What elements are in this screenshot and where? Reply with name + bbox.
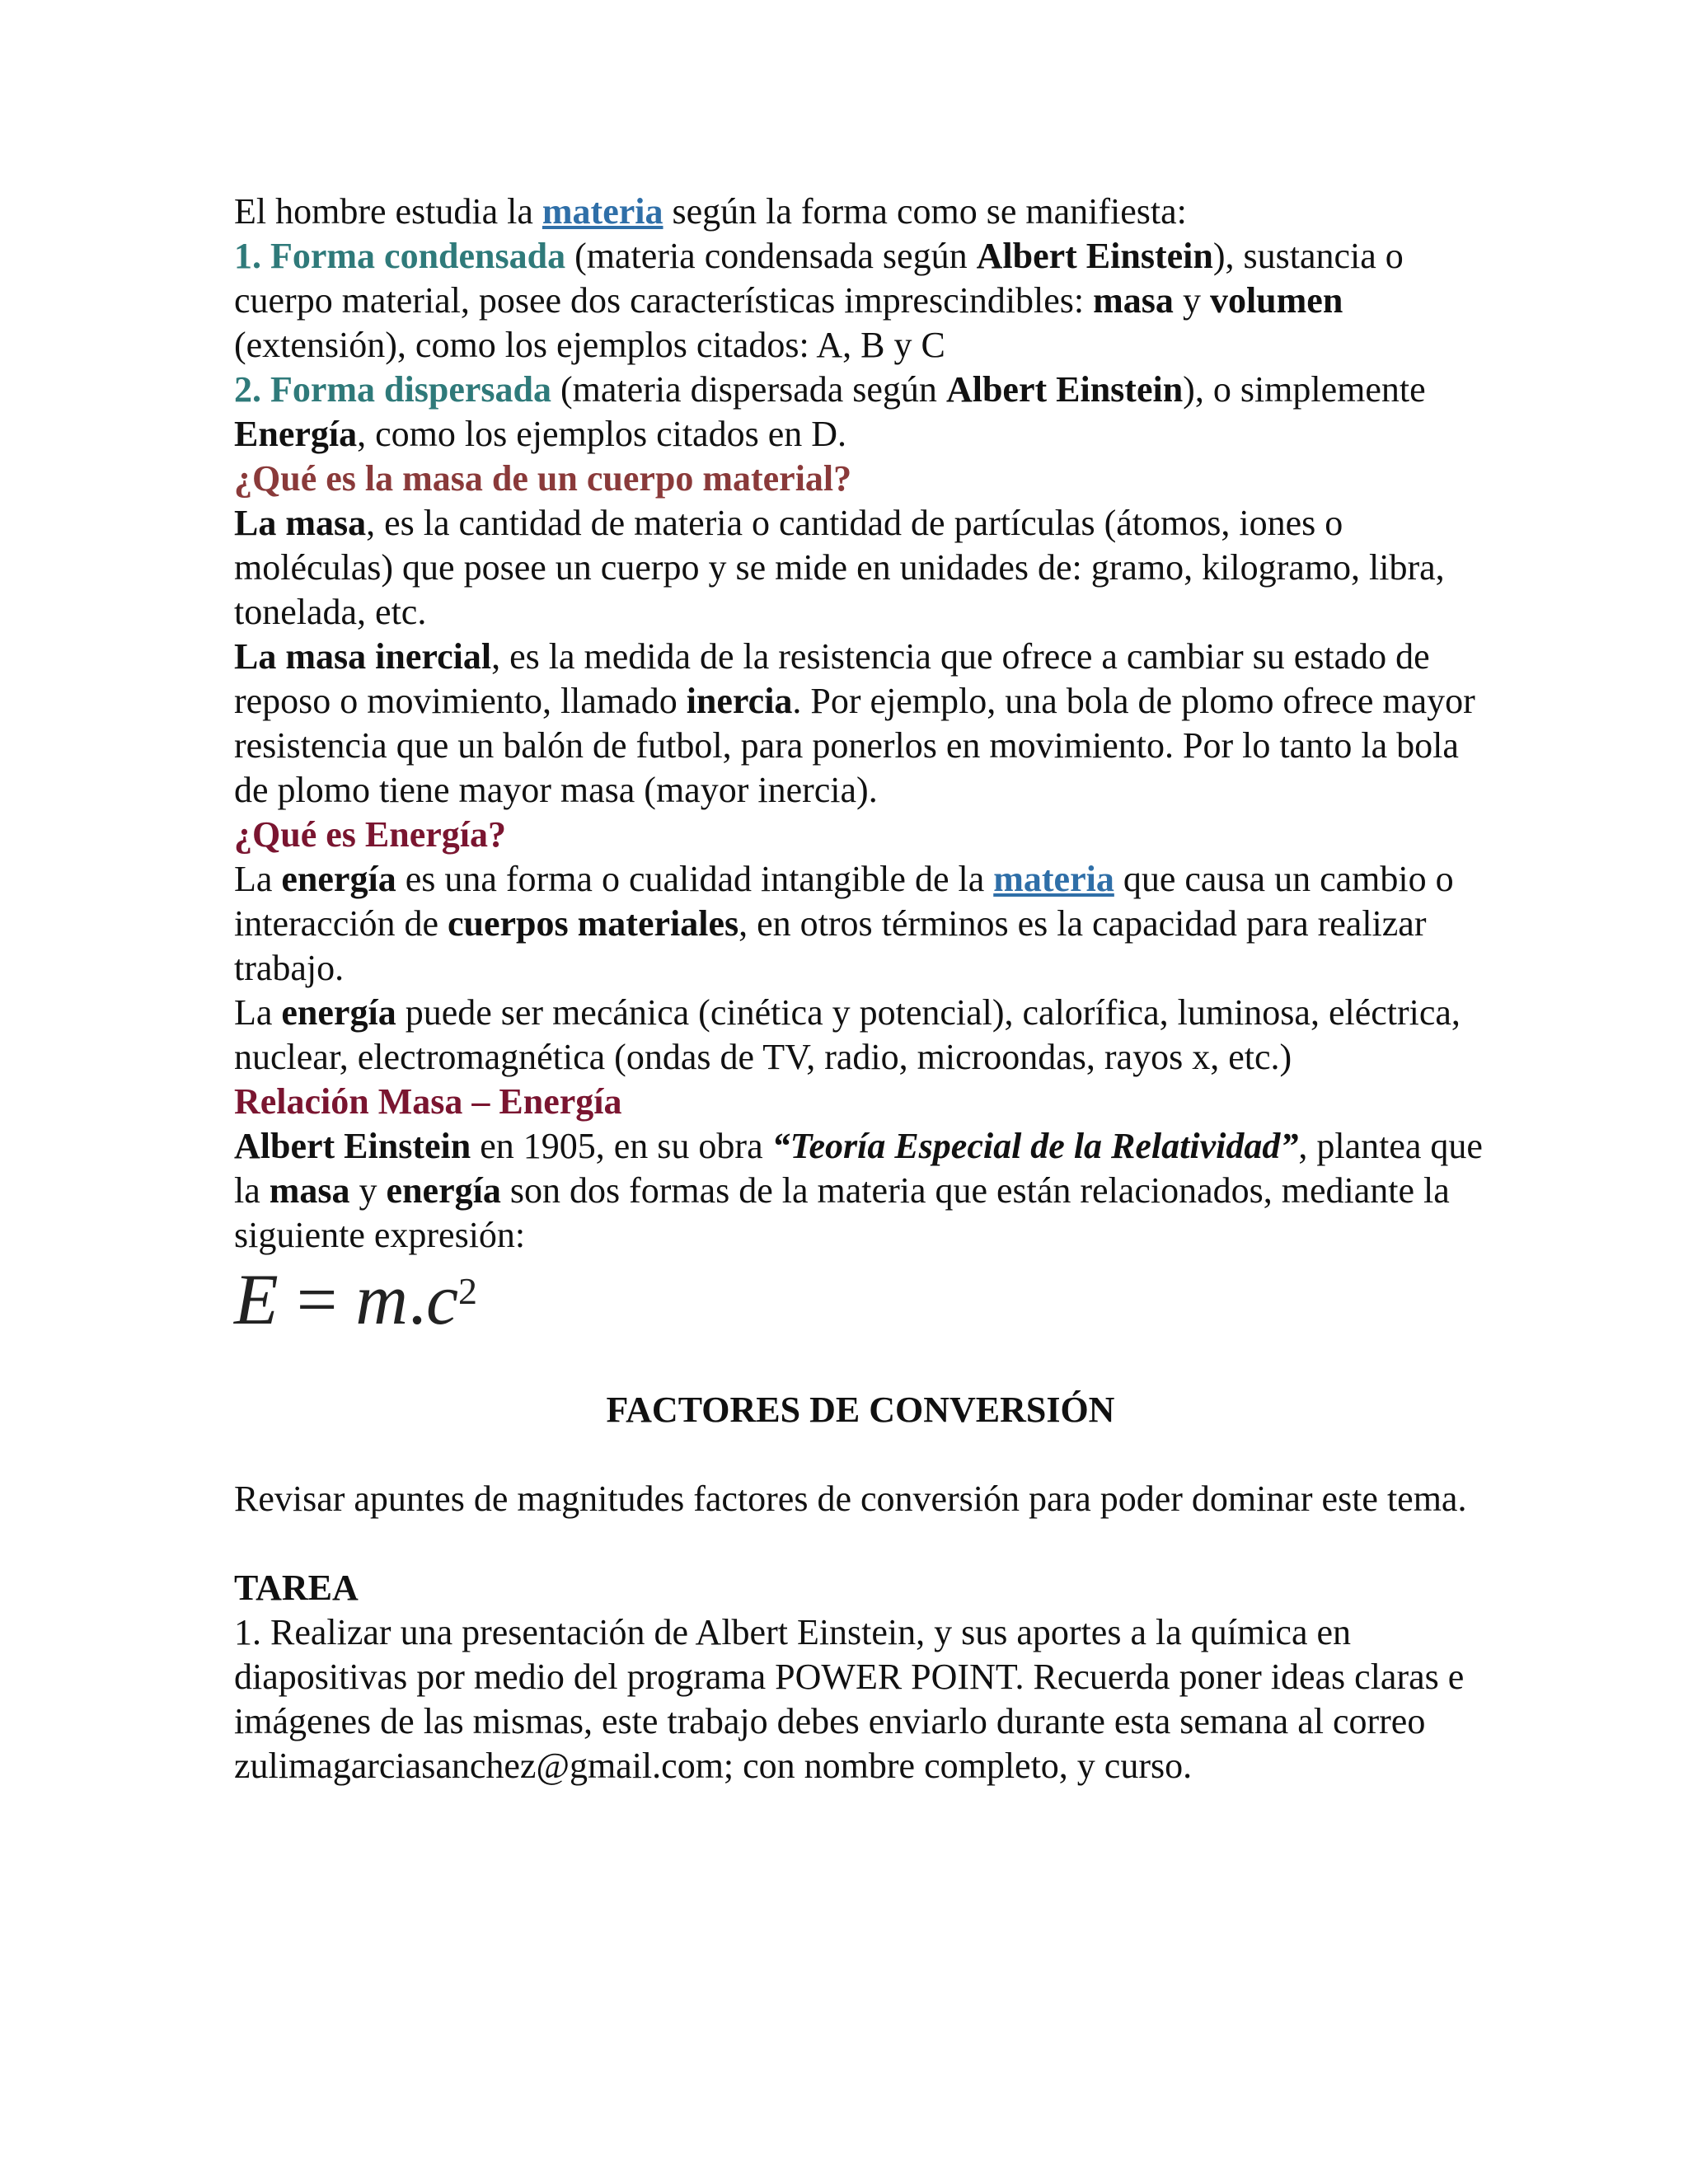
masa-def-term: La masa <box>234 503 367 543</box>
conjunction: y <box>1173 280 1210 321</box>
materia-link-2[interactable]: materia <box>993 859 1114 899</box>
forma-dispersada-heading: 2. Forma dispersada <box>234 369 551 410</box>
formula-m: m <box>355 1260 408 1340</box>
masa-inercial-text-2: . Por ejemplo, una bola de plomo ofrece mayor resistencia que un balón de futbol, para ponerlos en movimiento. Por lo tanto la bola de plomo tiene mayor masa (mayor inercia). <box>234 681 1475 810</box>
energia-tipos-text-2: puede ser mecánica (cinética y potencial), calorífica, luminosa, eléctrica, nuclear, electromagnética (ondas de TV, radio, microondas, rayos x, etc.) <box>234 992 1461 1077</box>
masa-def-text: , es la cantidad de materia o cantidad de partículas (átomos, iones o moléculas) que posee un cuerpo y se mide en unidades de: gramo, kilogramo, libra, tonelada, etc. <box>234 503 1445 632</box>
intro-paragraph <box>234 190 1487 234</box>
forma-condensada-paragraph <box>234 234 1487 368</box>
document-body <box>234 190 1487 1788</box>
relacion-text: en 1905, en su obra <box>471 1126 772 1166</box>
masa-inercial-definition <box>234 635 1487 813</box>
relacion-paragraph <box>234 1124 1487 1258</box>
masa-inercial-text: , es la medida de la resistencia que ofrece a cambiar su estado de reposo o movimiento, llamado <box>234 636 1430 721</box>
forma-condensada-heading: 1. Forma condensada <box>234 236 566 276</box>
forma-condensada-text-3: (extensión), como los ejemplos citados: A, B y C <box>234 325 945 365</box>
spacer <box>234 1521 1487 1566</box>
masa-term: masa <box>269 1170 350 1211</box>
energia-def-text-2: es una forma o cualidad intangible de la <box>396 859 994 899</box>
energia-definition <box>234 857 1487 991</box>
conjunction: y <box>349 1170 387 1211</box>
tarea-title: TAREA <box>234 1568 359 1608</box>
cuerpos-materiales-term: cuerpos materiales <box>447 903 739 944</box>
factores-title: FACTORES DE CONVERSIÓN <box>606 1390 1115 1430</box>
formula-exponent: 2 <box>458 1270 478 1312</box>
energia-def-text-3: que causa un cambio o interacción de <box>234 859 1454 944</box>
energia-term: Energía <box>234 414 358 454</box>
energia-term: energía <box>281 859 396 899</box>
formula-e: E <box>234 1260 279 1340</box>
tarea-text: 1. Realizar una presentación de Albert Einstein, y sus aportes a la química en diapositivas por medio del programa POWER POINT. Recuerda poner ideas claras e imágenes de las mismas, este trabajo debes enviarlo durante esta semana al correo zulimagarciasanchez@gmail.com; con nombre completo, y curso. <box>234 1612 1465 1786</box>
formula-c: c <box>425 1260 459 1340</box>
energia-tipos-text: La <box>234 992 282 1033</box>
einstein-name: Albert Einstein <box>234 1126 471 1166</box>
relacion-text-3: son dos formas de la materia que están relacionados, mediante la siguiente expresión: <box>234 1170 1450 1255</box>
forma-condensada-text-2: ), sustancia o cuerpo material, posee dos características imprescindibles: <box>234 236 1404 321</box>
energia-question-heading: ¿Qué es Energía? <box>234 814 506 855</box>
energia-term: energía <box>386 1170 501 1211</box>
forma-dispersada-text-3: , como los ejemplos citados en D. <box>357 414 847 454</box>
masa-term: masa <box>1093 280 1174 321</box>
volumen-term: volumen <box>1209 280 1343 321</box>
intro-text: El hombre estudia la <box>234 191 542 232</box>
masa-inercial-term: La masa inercial <box>234 636 492 677</box>
energia-term: energía <box>281 992 396 1033</box>
formula-equals: = <box>278 1260 356 1340</box>
forma-condensada-text: (materia condensada según <box>565 236 977 276</box>
intro-text-end: según la forma como se manifiesta: <box>663 191 1187 232</box>
forma-dispersada-text-2: ), o simplemente <box>1183 369 1426 410</box>
einstein-formula <box>234 1261 1487 1353</box>
obra-title: “Teoría Especial de la Relatividad” <box>771 1126 1299 1166</box>
factores-text: Revisar apuntes de magnitudes factores de conversión para poder dominar este tema. <box>234 1479 1467 1519</box>
energia-def-text-4: , en otros términos es la capacidad para realizar trabajo. <box>234 903 1427 988</box>
formula-dot: . <box>407 1260 426 1340</box>
einstein-name: Albert Einstein <box>976 236 1213 276</box>
energia-tipos <box>234 991 1487 1080</box>
masa-definition <box>234 501 1487 635</box>
forma-dispersada-text: (materia dispersada según <box>551 369 946 410</box>
relacion-text-2: , plantea que la <box>234 1126 1483 1211</box>
materia-link[interactable]: materia <box>542 191 663 232</box>
inercia-term: inercia <box>686 681 793 721</box>
relacion-heading: Relación Masa – Energía <box>234 1081 622 1122</box>
einstein-name: Albert Einstein <box>945 369 1184 410</box>
energia-def-text: La <box>234 859 282 899</box>
spacer <box>234 1432 1487 1477</box>
forma-dispersada-paragraph <box>234 368 1487 457</box>
masa-question-heading: ¿Qué es la masa de un cuerpo material? <box>234 458 852 499</box>
